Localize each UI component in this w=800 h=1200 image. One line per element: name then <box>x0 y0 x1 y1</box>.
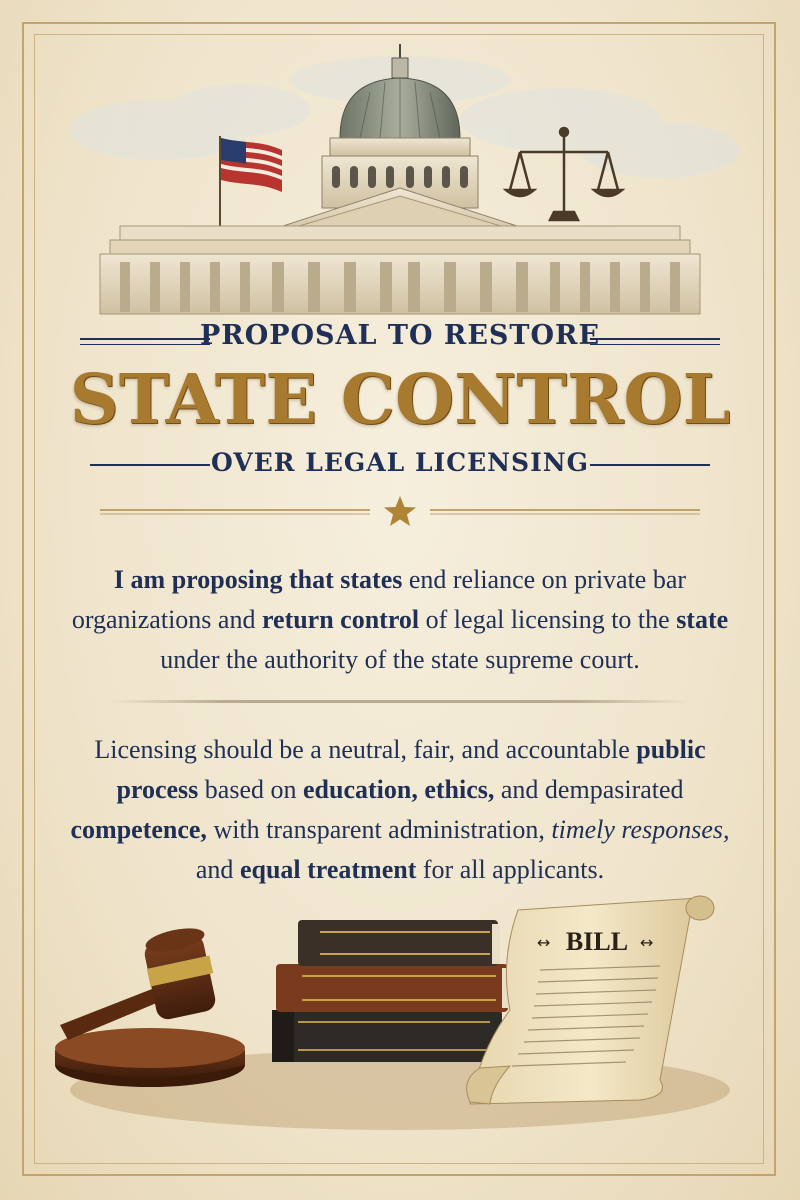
body-part: equal treatment <box>239 855 417 884</box>
gavel-icon <box>55 924 245 1087</box>
scroll-label: BILL <box>565 927 629 956</box>
body-part: public process <box>116 735 706 804</box>
law-still-life <box>40 890 760 1160</box>
headline: STATE CONTROL <box>69 360 731 440</box>
capitol-scene <box>40 40 760 320</box>
section-divider <box>110 700 690 703</box>
intro-part: of legal licensing to the <box>419 605 677 634</box>
law-books-icon <box>272 920 510 1062</box>
body-part: with transparent administration, <box>206 815 552 844</box>
body-part: timely responses, <box>551 815 730 844</box>
body-part: education, ethics, <box>303 775 495 804</box>
scroll-arrow-right: ↔ <box>640 933 654 952</box>
american-flag-icon <box>220 136 282 226</box>
body-part: for all applicants. <box>416 855 605 884</box>
capitol-dome-illustration <box>100 44 700 314</box>
body-part: and dempasirated <box>494 775 684 804</box>
subheadline: OVER LEGAL LICENSING <box>211 448 589 477</box>
intro-part: end reliance on private bar organizations and <box>71 565 687 634</box>
kicker-title: PROPOSAL TO RESTORE <box>199 320 601 351</box>
intro-part: under the authority of the state supreme court. <box>160 645 640 674</box>
intro-part: state <box>676 605 729 634</box>
body-part: and <box>195 855 240 884</box>
intro-paragraph <box>70 560 730 680</box>
star-icon <box>384 496 416 526</box>
intro-part: I am proposing that states <box>113 565 403 594</box>
body-part: based on <box>198 775 303 804</box>
body-paragraph <box>60 730 740 890</box>
body-part: competence, <box>70 815 207 844</box>
intro-part: return control <box>261 605 420 634</box>
body-part: Licensing should be a neutral, fair, and accountable <box>94 735 637 764</box>
scroll-arrow-left: ↔ <box>537 933 551 952</box>
star-ornament <box>40 490 760 530</box>
kicker-row <box>40 320 760 360</box>
